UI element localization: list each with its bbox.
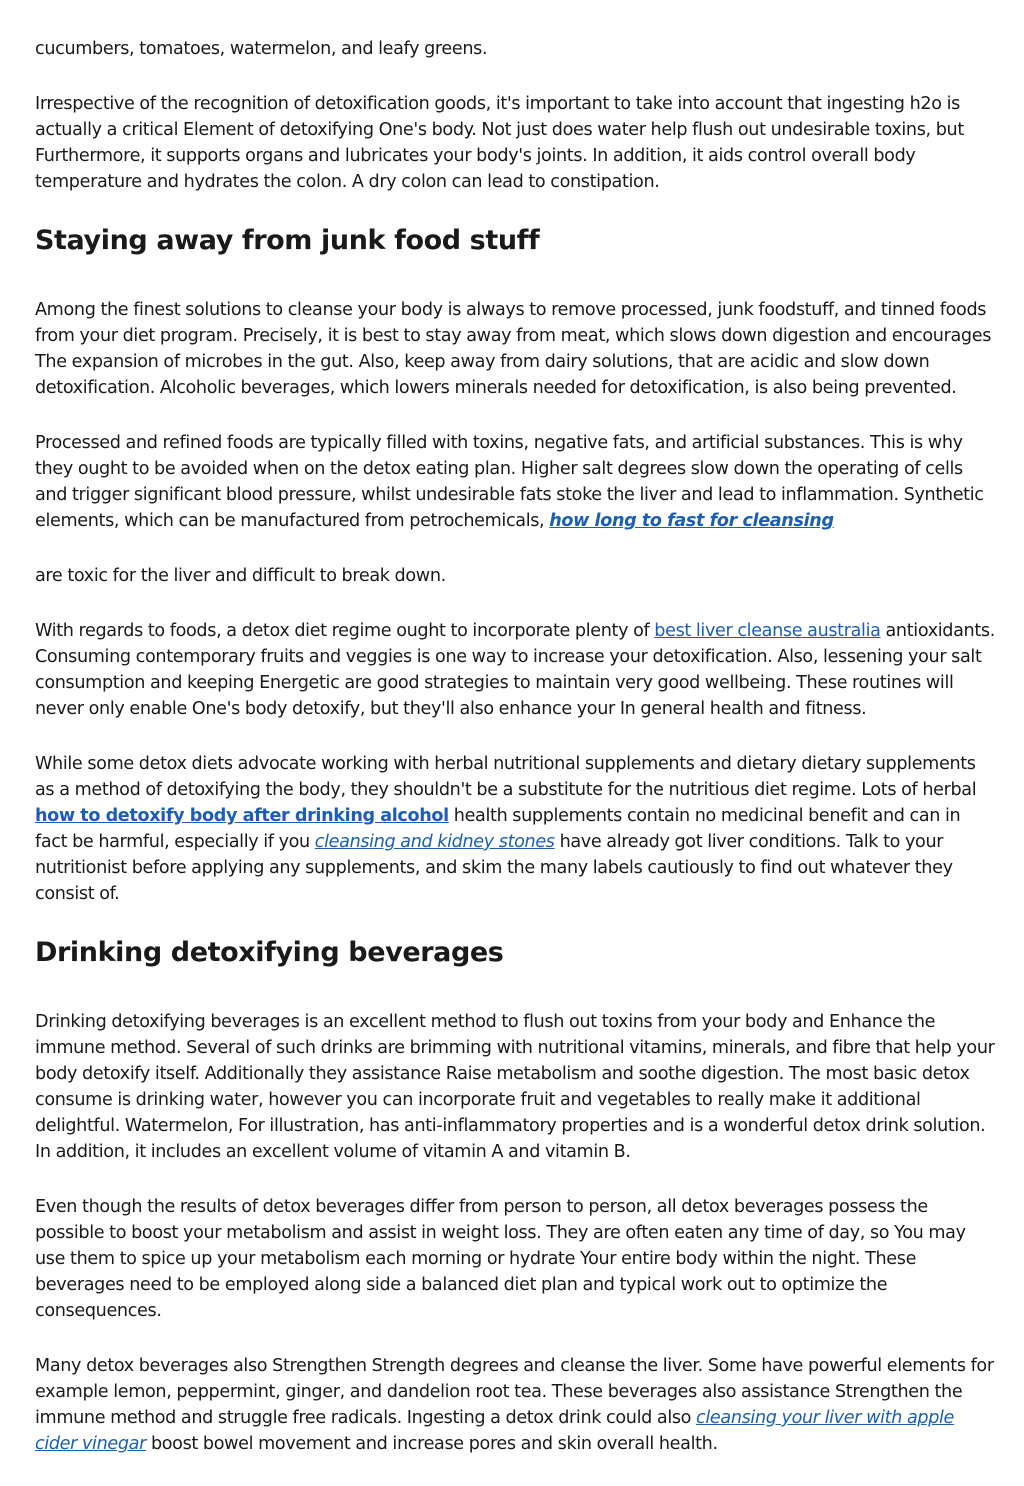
paragraph-antioxidants xyxy=(35,618,995,722)
paragraph-text: While some detox diets advocate working with herbal nutritional supplements and dietary dietary supplements as a method of detoxifying the body, they shouldn't be a substitute for the nutritious diet regime. Lots of herbal xyxy=(35,754,977,800)
link-detoxify-after-alcohol[interactable]: how to detoxify body after drinking alcohol xyxy=(35,806,449,826)
paragraph-herbal-supplements xyxy=(35,751,995,907)
paragraph-text: cucumbers, tomatoes, watermelon, and leafy greens. xyxy=(35,39,488,59)
paragraph-text: have already got liver conditions. Talk to your nutritionist before applying any supplements, and skim the many labels cautiously to find out whatever they consist of. xyxy=(35,832,953,904)
paragraph-remove-processed xyxy=(35,297,995,401)
link-apple-cider-vinegar[interactable]: cleansing your liver with apple cider vinegar xyxy=(35,1408,955,1454)
paragraph-text: are toxic for the liver and difficult to break down. xyxy=(35,566,446,586)
paragraph-text: health supplements contain no medicinal benefit and can in fact be harmful, especially if you xyxy=(35,806,961,852)
link-best-liver-cleanse[interactable]: best liver cleanse australia xyxy=(654,621,881,641)
link-kidney-stones[interactable]: cleansing and kidney stones xyxy=(314,832,555,852)
paragraph-toxic-liver xyxy=(35,563,995,589)
link-how-long-to-fast[interactable]: how long to fast for cleansing xyxy=(549,511,834,531)
paragraph-text: Among the finest solutions to cleanse your body is always to remove processed, junk foodstuff, and tinned foods from your diet program. Precisely, it is best to stay away from meat, which slows down digestion and encourages The expansion of microbes in the gut. Also, keep away from dairy solutions, that are acidic and slow down detoxification. Alcoholic beverages, which lowers minerals needed for detoxification, is also being prevented. xyxy=(35,300,992,398)
paragraph-leafy-greens xyxy=(35,36,995,62)
paragraph-drinking-beverages xyxy=(35,1009,995,1165)
article-body xyxy=(35,36,995,1486)
paragraph-water-importance xyxy=(35,91,995,195)
paragraph-text: Irrespective of the recognition of detoxification goods, it's important to take into account that ingesting h2o is actually a critical Element of detoxifying One's body. Not just does water help flush out undesirable toxins, but Furthermore, it supports organs and lubricates your body's joints. In addition, it aids control overall body temperature and hydrates the colon. A dry colon can lead to constipation. xyxy=(35,94,964,192)
heading-junk-food: Staying away from junk food stuff xyxy=(35,225,540,256)
paragraph-strength-liver xyxy=(35,1353,995,1457)
paragraph-refined-foods xyxy=(35,430,995,534)
paragraph-text: Even though the results of detox beverages differ from person to person, all detox beverages possess the possible to boost your metabolism and assist in weight loss. They are often eaten any time of day, so You may use them to spice up your metabolism each morning or hydrate Your entire body within the night. These beverages need to be employed along side a balanced diet plan and typical work out to optimize the consequences. xyxy=(35,1197,966,1321)
paragraph-text: Drinking detoxifying beverages is an excellent method to flush out toxins from your body and Enhance the immune method. Several of such drinks are brimming with nutritional vitamins, minerals, and fibre that help your body detoxify itself. Additionally they assistance Raise metabolism and soothe digestion. The most basic detox consume is drinking water, however you can incorporate fruit and vegetables to really make it additional delightful. Watermelon, For illustration, has anti-inflammatory properties and is a wonderful detox drink solution. In addition, it includes an excellent volume of vitamin A and vitamin B. xyxy=(35,1012,995,1162)
heading-detox-beverages: Drinking detoxifying beverages xyxy=(35,937,504,968)
paragraph-text: boost bowel movement and increase pores and skin overall health. xyxy=(146,1434,718,1454)
paragraph-text: Many detox beverages also Strengthen Strength degrees and cleanse the liver. Some have powerful elements for example lemon, peppermint, ginger, and dandelion root tea. These beverages also assistance Strengthen the immune method and struggle free radicals. Ingesting a detox drink could also xyxy=(35,1356,994,1428)
paragraph-text: With regards to foods, a detox diet regime ought to incorporate plenty of xyxy=(35,621,655,641)
paragraph-text: Processed and refined foods are typically filled with toxins, negative fats, and artificial substances. This is why they ought to be avoided when on the detox eating plan. Higher salt degrees slow down the operating of cells and trigger significant blood pressure, whilst undesirable fats stoke the liver and lead to inflammation. Synthetic elements, which can be manufactured from petrochemicals, xyxy=(35,433,984,531)
paragraph-text: antioxidants. Consuming contemporary fruits and veggies is one way to increase your detoxification. Also, lessening your salt consumption and keeping Energetic are good strategies to maintain very good wellbeing. These routines will never only enable One's body detoxify, but they'll also enhance your In general health and fitness. xyxy=(35,621,995,719)
paragraph-beverage-results xyxy=(35,1194,995,1324)
